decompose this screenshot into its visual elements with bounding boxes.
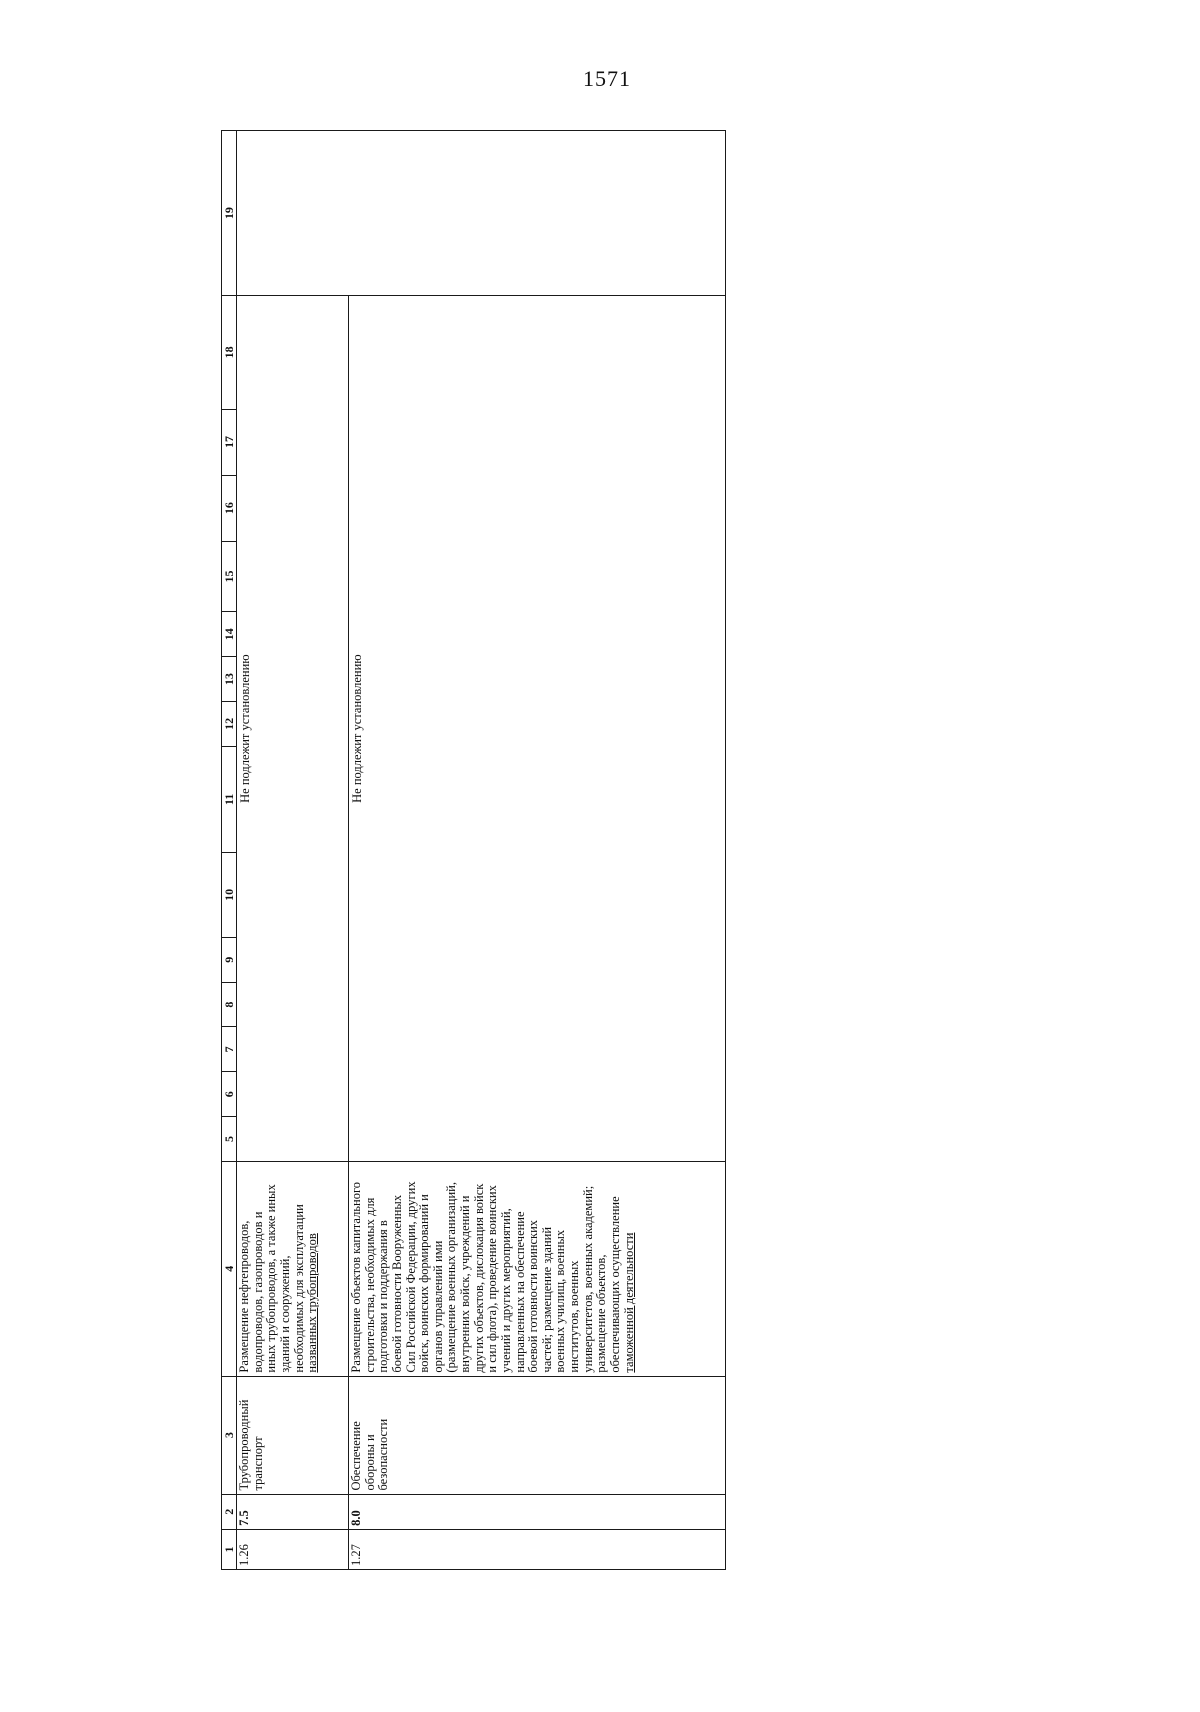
row-number: 1.27 [349,1529,726,1569]
header-col-12: 12 [222,702,237,747]
header-col-15: 15 [222,541,237,612]
description-line: университетов, военных академий; [580,1185,595,1373]
description-line: органов управлений ими [430,1240,445,1373]
header-col-11: 11 [222,746,237,852]
description-line: военных училищ, военных [553,1229,568,1373]
header-col-8: 8 [222,982,237,1027]
header-col-3: 3 [222,1376,237,1494]
header-col-14: 14 [222,612,237,657]
description-line: обеспечивающих осуществление [607,1196,622,1373]
header-col-13: 13 [222,657,237,702]
header-col-4: 4 [222,1161,237,1376]
description-line: названных трубопроводов [305,1233,320,1373]
description-line: необходимых для эксплуатации [291,1204,306,1373]
column-19-cell [237,131,726,296]
description-line: таможенной деятельности [621,1232,636,1373]
page-number: 1571 [583,66,631,91]
description-line: Размещение объектов капитального [349,1181,363,1373]
description-line: институтов, военных [567,1260,581,1373]
description-line: внутренних войск, учреждений и [458,1195,472,1373]
use-description [237,1161,349,1376]
header-col-17: 17 [222,409,237,475]
rotated-table-container [221,130,726,1570]
description-line: Сил Российской Федерации, других [403,1181,418,1373]
header-col-9: 9 [222,937,237,982]
description-line: войск, воинских формирований и [417,1194,432,1373]
description-line: боевой готовности Вооруженных [389,1194,404,1373]
description-line: Размещение нефтепроводов, [237,1220,251,1373]
description-line: направленных на обеспечение [512,1211,527,1373]
description-line: других объектов, дислокация войск [471,1183,486,1373]
description-line: и сил флота), проведение воинских [485,1185,500,1373]
description-line: частей; размещение зданий [539,1226,554,1373]
use-code: 7.5 [237,1494,349,1529]
description-line: размещение объектов, [594,1254,609,1373]
header-col-1: 1 [222,1529,237,1569]
header-col-2: 2 [222,1494,237,1529]
header-col-5: 5 [222,1117,237,1162]
regulation-table [221,130,726,1570]
description-line: подготовки и поддержания в [376,1220,391,1373]
description-line: строительства, необходимых для [362,1197,377,1373]
description-line: иных трубопроводов, а также иных [264,1184,279,1373]
use-name: Обеспечение обороны и безопасности [349,1376,726,1494]
table-row [237,131,349,1570]
description-line: (размещение военных организаций, [444,1182,459,1373]
header-row [222,131,237,1570]
header-col-7: 7 [222,1027,237,1072]
description-line: водопроводов, газопроводов и [250,1211,265,1373]
header-col-6: 6 [222,1072,237,1117]
header-col-19: 19 [222,131,237,296]
row-number: 1.26 [237,1529,349,1569]
use-name: Трубопроводный транспорт [237,1376,349,1494]
table-row [349,131,726,1570]
description-line: боевой готовности воинских [526,1219,541,1373]
parameters-note: Не подлежит установлению [237,296,349,1162]
use-code: 8.0 [349,1494,726,1529]
description-line: зданий и сооружений, [277,1255,292,1373]
header-col-10: 10 [222,852,237,937]
header-col-16: 16 [222,475,237,541]
use-description [349,1161,726,1376]
parameters-note: Не подлежит установлению [349,296,726,1162]
description-line: учений и других мероприятий, [498,1208,513,1373]
header-col-18: 18 [222,296,237,409]
